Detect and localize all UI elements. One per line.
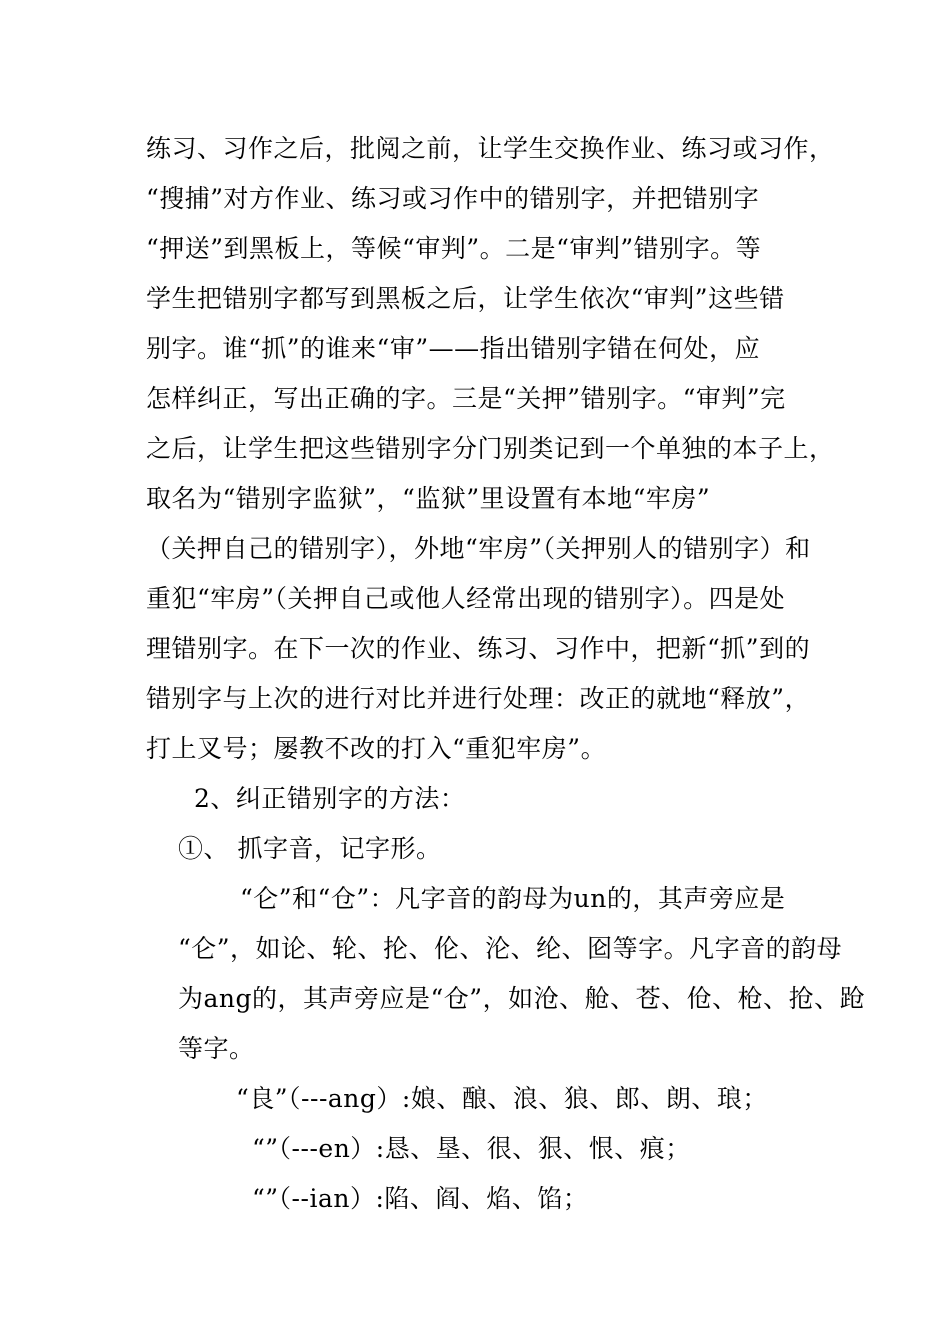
text-line-5: 别字。谁“抓”的谁来“审”——指出错别字错在何处，应	[146, 334, 761, 363]
text-line-6: 怎样纠正，写出正确的字。三是“关押”错别字。“审判”完	[146, 384, 786, 413]
text-line-16: “仑”和“仓”：凡字音的韵母为un的，其声旁应是	[240, 884, 786, 913]
text-line-19: 等字。	[178, 1034, 255, 1063]
text-line-4: 学生把错别字都写到黑板之后，让学生依次“审判”这些错	[146, 284, 785, 313]
text-line-2: “搜捕”对方作业、练习或习作中的错别字，并把错别字	[146, 184, 760, 213]
text-line-10: 重犯“牢房”（关押自己或他人经常出现的错别字）。四是处	[146, 584, 786, 613]
text-line-9: （关押自己的错别字），外地“牢房”（关押别人的错别字）和	[146, 534, 811, 563]
example-line-3: “”（--ian）:陷、阎、焰、馅；	[252, 1184, 589, 1213]
text-line-13: 打上叉号；屡教不改的打入“重犯牢房”。	[146, 734, 607, 763]
text-line-12: 错别字与上次的进行对比并进行处理：改正的就地“释放”，	[146, 684, 811, 713]
text-line-1: 练习、习作之后，批阅之前，让学生交换作业、练习或习作，	[146, 134, 835, 163]
text-line-18: 为ang的，其声旁应是“仓”，如沧、舱、苍、伧、枪、抢、跄	[178, 984, 866, 1013]
text-line-17: “仑”，如论、轮、抡、伦、沦、纶、囵等字。凡字音的韵母	[178, 934, 843, 963]
example-line-1: “良”（---ang）:娘、酿、浪、狼、郎、朗、琅；	[236, 1084, 768, 1113]
section-heading: 2、纠正错别字的方法：	[194, 784, 466, 813]
text-line-7: 之后，让学生把这些错别字分门别类记到一个单独的本子上，	[146, 434, 835, 463]
text-line-11: 理错别字。在下一次的作业、练习、习作中，把新“抓”到的	[146, 634, 811, 663]
text-line-8: 取名为“错别字监狱”，“监狱”里设置有本地“牢房”	[146, 484, 711, 513]
subsection-heading: ①、 抓字音，记字形。	[178, 834, 442, 863]
example-line-2: “”（---en）:恳、垦、很、狠、恨、痕；	[252, 1134, 691, 1163]
text-line-3: “押送”到黑板上，等候“审判”。二是“审判”错别字。等	[146, 234, 762, 263]
